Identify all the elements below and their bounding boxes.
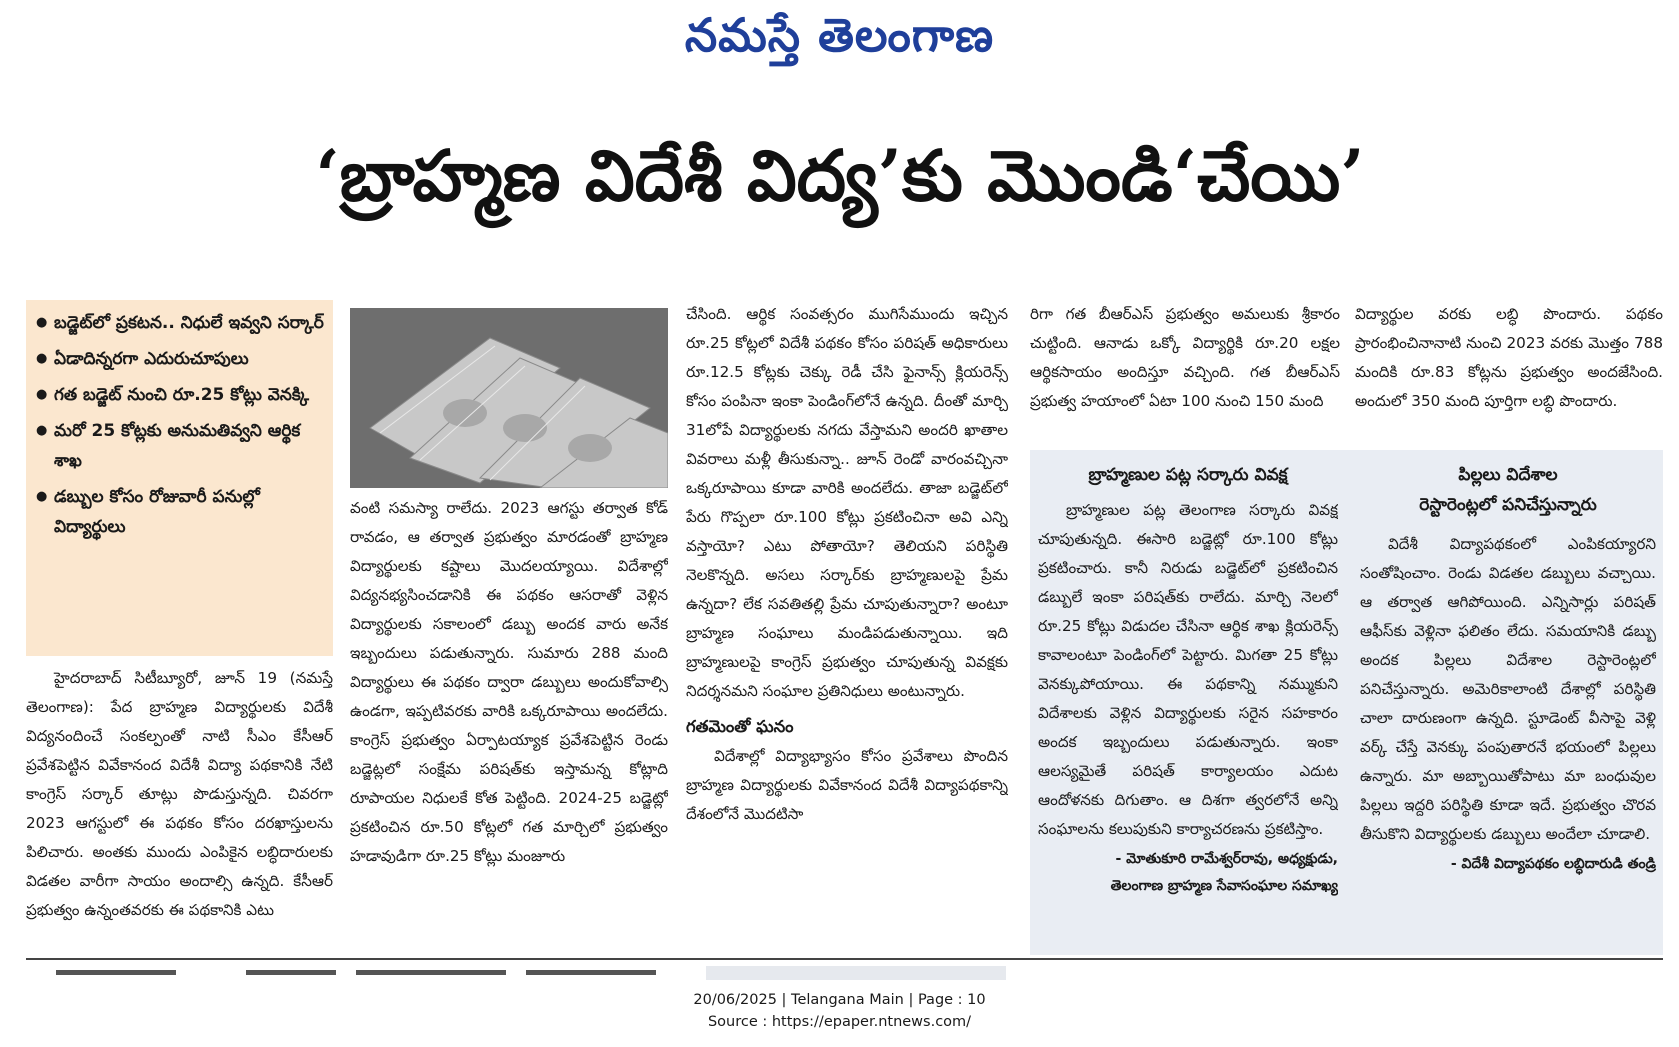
article-column-2 (350, 494, 668, 954)
masthead-logo: నమస్తే తెలంగాణ (684, 8, 995, 62)
article-column-3 (686, 300, 1008, 954)
quote-text: బ్రాహ్మణుల పట్ల తెలంగాణ సర్కారు వివక్ష చూపుతున్నది. ఈసారి బడ్జెట్లో రూ.100 కోట్లు ప్రకటించారు. కానీ నిరుడు బడ్జెట్‌లో ప్రకటించిన డబ్బులే ఇంకా పరిషత్‌కు రాలేదు. మార్చి నెలలో రూ.25 కోట్లు విడుదల చేసినా ఆర్థిక శాఖ క్లియరెన్స్ కావాలంటూ పెండింగ్‌లో పెట్టారు. మిగతా 25 కోట్లు వెనక్కుపోయాయి. ఈ పథకాన్ని నమ్ముకుని విదేశాలకు వెళ్లిన విద్యార్థులకు సరైన సహకారం అందక ఇబ్బందులు పడుతున్నారు. ఇంకా ఆలస్యమైతే పరిషత్ కార్యాలయం ఎదుట ఆందోళనకు దిగుతాం. ఆ దిశగా త్వరలోనే అన్ని సంఘాలను కలుపుకుని కార్యాచరణను ప్రకటిస్తాం. (1038, 501, 1338, 838)
footer-date-page: 20/06/2025 | Telangana Main | Page : 10 (693, 992, 986, 1008)
highlight-item: ● గత బడ్జెట్ నుంచి రూ.25 కోట్లు వెనక్కి (36, 380, 327, 410)
article-column-1 (26, 664, 333, 954)
footer-source: Source : https://epaper.ntnews.com/ (707, 1014, 972, 1030)
highlight-item: ● బడ్జెట్‌లో ప్రకటన.. నిధులే ఇవ్వని సర్కార్ (36, 308, 327, 338)
article-paragraph: చేసింది. ఆర్థిక సంవత్సరం ముగిసేముందు ఇచ్చిన రూ.25 కోట్లలో విదేశీ పథకం కోసం పరిషత్ అధికారులు రూ.12.5 కోట్లకు చెక్కు రెడీ చేసి ఫైనాన్స్ క్లియరెన్స్ కోసం పంపినా ఇంకా పెండింగ్‌లోనే ఉన్నది. దీంతో మార్చి 31లోపే విద్యార్థులకు నగదు వేస్తామని అందరి ఖాతాల వివరాలు మళ్లీ తీసుకున్నా.. జూన్ రెండో వారంవచ్చినా ఒక్కరూపాయి కూడా వారికి అందలేదు. తాజా బడ్జెట్‌లో పేరు గొప్పలా రూ.100 కోట్లు ప్రకటించినా అవి ఎన్ని వస్తాయో? ఎటు పోతాయో? తెలియని పరిస్థితి నెలకొన్నది. అసలు సర్కార్‌కు బ్రాహ్మణులపై ప్రేమ ఉన్నదా? లేక సవతితల్లి ప్రేమ చూపుతున్నారా? అంటూ బ్రాహ్మణ సంఘాలు మండిపడుతున్నాయి. ఇది బ్రాహ్మణులపై కాంగ్రెస్ ప్రభుత్వం చూపుతున్న వివక్షకు నిదర్శనమని సంఘాల ప్రతినిధులు అంటున్నారు. (686, 305, 1008, 700)
quote-box-title: రెస్టారెంట్లలో పనిచేస్తున్నారు (1419, 495, 1597, 515)
quote-box-title: బ్రాహ్మణుల పట్ల సర్కారు వివక్ష (1088, 465, 1288, 485)
currency-photo (350, 308, 668, 488)
article-paragraph: వంటి సమస్యా రాలేదు. 2023 ఆగస్టు తర్వాత కోడ్ రావడం, ఆ తర్వాత ప్రభుత్వం మారడంతో బ్రాహ్మణ విద్యార్థులకు కష్టాలు మొదలయ్యాయి. విదేశాల్లో విద్యనభ్యసించడానికి ఈ పథకం ఆసరాతో వెళ్లిన విద్యార్థులకు సకాలంలో డబ్బు అందక వారు అనేక ఇబ్బందులు పడుతున్నారు. సుమారు 288 మంది విద్యార్థులు ఈ పథకం ద్వారా డబ్బులు అందుకోవాల్సి ఉండగా, ఇప్పటివరకు వారికి ఒక్కరూపాయి అందలేదు. కాంగ్రెస్ ప్రభుత్వం ఏర్పాటయ్యాక ప్రవేశపెట్టిన రెండు బడ్జెట్లలో సంక్షేమ పరిషత్‌కు ఇస్తామన్న కోట్లాది రూపాయల నిధులకే కోత పెట్టింది. 2024-25 బడ్జెట్లో ప్రకటించిన రూ.50 కోట్లలో గత మార్చిలో ప్రభుత్వం హడావుడిగా రూ.25 కోట్లు మంజూరు (350, 499, 668, 865)
article-paragraph: రిగా గత బీఆర్‌ఎస్ ప్రభుత్వం అమలుకు శ్రీకారం చుట్టింది. ఆనాడు ఒక్కో విద్యార్థికి రూ.20 లక్షల ఆర్థికసాయం అందిస్తూ వచ్చింది. గత బీఆర్‌ఎస్ ప్రభుత్వ హయాంలో ఏటా 100 నుంచి 150 మంది (1030, 305, 1340, 410)
quote-attribution: - విదేశీ విద్యాపథకం లబ్ధిదారుడి తండ్రి (1450, 856, 1656, 872)
highlight-item: ● ఏడాదిన్నరగా ఎదురుచూపులు (36, 344, 327, 374)
quote-box-2 (1360, 460, 1656, 950)
article-column-4 (1030, 300, 1340, 440)
cut-off-text-decoration (26, 962, 1663, 980)
headline: ‘బ్రాహ్మణ విదేశీ విద్య’కు మొండి‘చేయి’ (315, 134, 1365, 217)
article-column-5 (1355, 300, 1663, 440)
article-paragraph: విదేశాల్లో విద్యాభ్యాసం కోసం ప్రవేశాలు పొందిన బ్రాహ్మణ విద్యార్థులకు వివేకానంద విదేశీ విద్యాపథకాన్ని దేశంలోనే మొదటిసా (686, 747, 1008, 823)
quote-text: విదేశీ విద్యాపథకంలో ఎంపికయ్యారని సంతోషించాం. రెండు విడతల డబ్బులు వచ్చాయి. ఆ తర్వాత ఆగిపోయింది. ఎన్నిసార్లు పరిషత్ ఆఫీస్‌కు వెళ్లినా ఫలితం లేదు. సమయానికి డబ్బు అందక పిల్లలు విదేశాల రెస్టారెంట్లలో పనిచేస్తున్నారు. అమెరికాలాంటి దేశాల్లో పరిస్థితి చాలా దారుణంగా ఉన్నది. స్టూడెంట్ వీసాపై వెళ్లి వర్క్ చేస్తే వెనక్కు పంపుతారనే భయంలో పిల్లలు ఉన్నారు. మా అబ్బాయితోపాటు మా బంధువుల పిల్లలు ఇద్దరి పరిస్థితి కూడా ఇదే. ప్రభుత్వం చొరవ తీసుకొని విద్యార్థులకు డబ్బులు అందేలా చూడాలి. (1360, 535, 1656, 843)
quote-attribution-org: తెలంగాణ బ్రాహ్మణ సేవాసంఘాల సమాఖ్య (1110, 878, 1338, 894)
article-paragraph: హైదరాబాద్ సిటీబ్యూరో, జూన్ 19 (నమస్తే తెలంగాణ): పేద బ్రాహ్మణ విద్యార్థులకు విదేశీ విద్యనందించే సంకల్పంతో నాటి సీఎం కేసీఆర్ ప్రవేశపెట్టిన వివేకానంద విదేశీ విద్యా పథకానికి నేటి కాంగ్రెస్ సర్కార్ తూట్లు పొడుస్తున్నది. చివరగా 2023 ఆగస్టులో ఈ పథకం కోసం దరఖాస్తులను పిలిచారు. అంతకు ముందు ఎంపికైన లబ్ధిదారులకు విడతల వారీగా సాయం అందాల్సి ఉన్నది. కేసీఆర్ ప్రభుత్వం ఉన్నంతవరకు ఈ పథకానికి ఎటు (26, 669, 333, 919)
section-subheading: గతమెంతో ఘనం (686, 717, 794, 736)
quote-box-title: పిల్లలు విదేశాల (1458, 465, 1558, 485)
masthead (0, 8, 1679, 74)
article-paragraph: విద్యార్థుల వరకు లబ్ధి పొందారు. పథకం ప్రారంభించినానాటి నుంచి 2023 వరకు మొత్తం 788 మందికి రూ.83 కోట్లను ప్రభుత్వం అందజేసింది. అందులో 350 మంది పూర్తిగా లబ్ధి పొందారు. (1355, 305, 1663, 410)
quote-box-1 (1038, 460, 1338, 950)
quote-attribution: - మోతుకూరి రామేశ్వర్‌రావు, అధ్యక్షుడు, (1115, 851, 1338, 867)
highlights-box (26, 300, 333, 656)
highlight-item: ● మరో 25 కోట్లకు అనుమతివ్వని ఆర్థిక శాఖ (36, 416, 327, 476)
next-story-strip (26, 962, 1663, 980)
highlights-list (36, 308, 327, 542)
highlight-item: ● డబ్బుల కోసం రోజువారీ పనుల్లో విద్యార్థులు (36, 482, 327, 542)
currency-notes-image (350, 308, 668, 488)
bottom-rule (26, 958, 1663, 960)
